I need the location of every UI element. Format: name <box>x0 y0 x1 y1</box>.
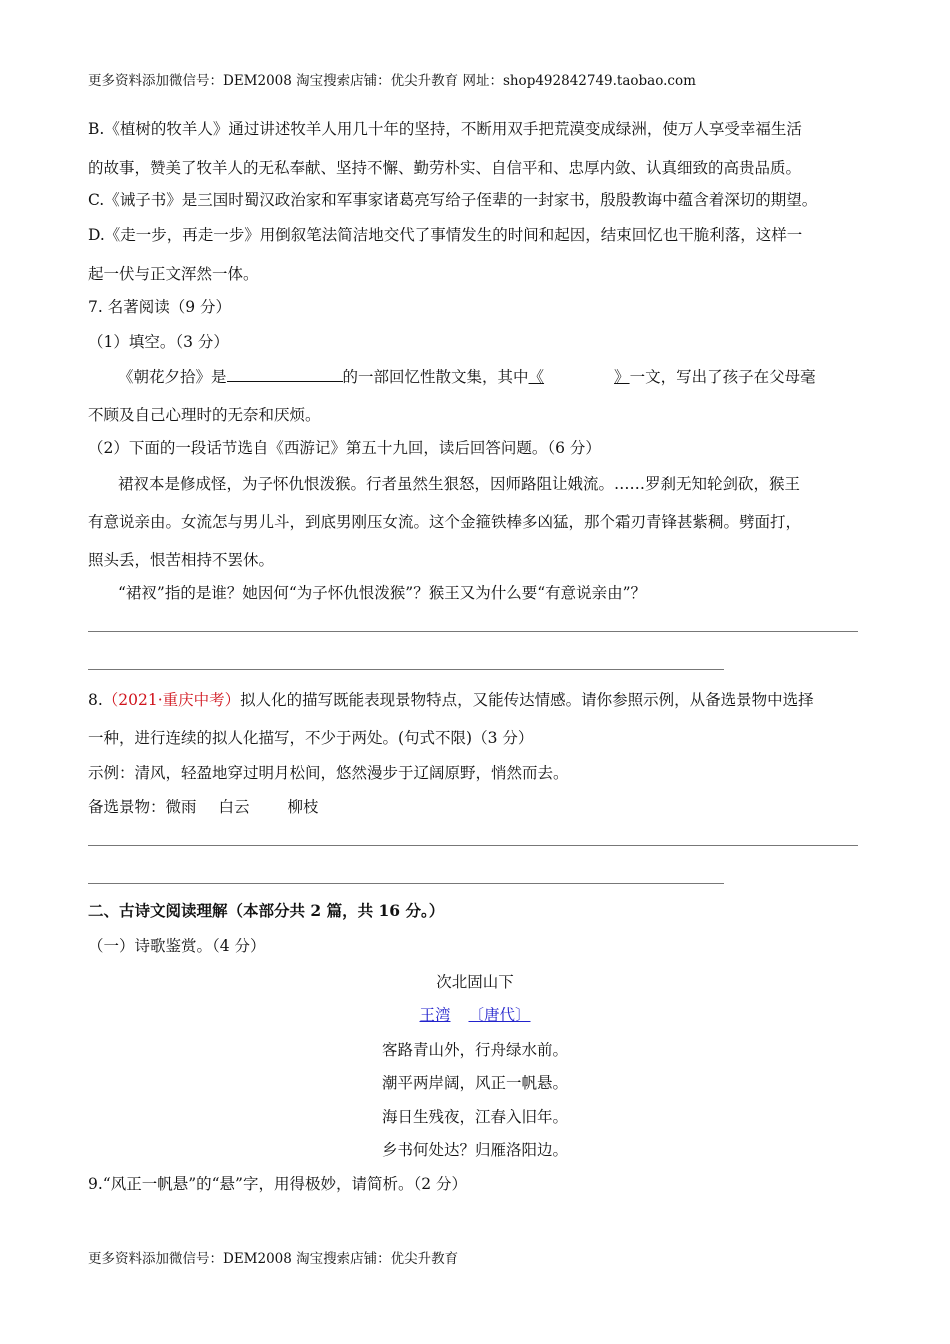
q8-line2: 一种，进行连续的拟人化描写，不少于两处。(句式不限)（3 分） <box>88 729 534 747</box>
passage-line1: 裙衩本是修成怪，为子怀仇恨泼猴。行者虽然生狠怒，因师路阻让娥流。……罗刹无知轮剑砍，猴王 <box>118 475 801 493</box>
poem-line: 客路青山外，行舟绿水前。 <box>381 1041 568 1059</box>
q7-fill-line <box>118 365 816 387</box>
passage-line3: 照头丢，恨苦相持不罢休。 <box>88 551 275 569</box>
option-baiyun: 白云 <box>218 798 250 816</box>
option-weiyu: 微雨 <box>165 798 197 816</box>
option-b-line2: 的故事，赞美了牧羊人的无私奉献、坚持不懈、勤劳朴实、自信平和、忠厚内敛、认真细致的高贵品质。 <box>88 159 802 177</box>
title-blank[interactable]: 《 》 <box>528 368 630 386</box>
option-b-line1: B.《植树的牧羊人》通过讲述牧羊人用几十年的坚持，不断用双手把荒漠变成绿洲，使万人享受幸福生活 <box>88 120 802 138</box>
poem-byline <box>0 1003 950 1025</box>
section2-sub1: （一）诗歌鉴赏。（4 分） <box>88 937 266 955</box>
option-liuzhi: 柳枝 <box>287 798 319 816</box>
q7-fill-c: 一文，写出了孩子在父母毫 <box>629 368 816 386</box>
option-d-line1: D.《走一步，再走一步》用倒叙笔法简洁地交代了事情发生的时间和起因，结束回忆也干脆利落，这样一 <box>88 226 803 244</box>
options-label: 备选景物： <box>88 798 166 816</box>
q8-number: 8. <box>88 691 103 709</box>
page-footer: 更多资料添加微信号：DEM2008 淘宝搜索店铺：优尖升教育 <box>88 1251 459 1267</box>
q7-question: “裙衩”指的是谁？她因何“为子怀仇恨泼猴”？猴王又为什么要“有意说亲由”？ <box>118 584 647 602</box>
section2-title: 二、古诗文阅读理解（本部分共 2 篇，共 16 分。） <box>88 901 445 920</box>
option-c: C.《诫子书》是三国时蜀汉政治家和军事家诸葛亮写给子侄辈的一封家书，殷殷教诲中蕴含着深切的期望。 <box>88 191 818 209</box>
q9-question: 9.“风正一帆悬”的“悬”字，用得极妙，请简析。（2 分） <box>88 1175 468 1193</box>
passage-line2: 有意说亲由。女流怎与男儿斗，到底男刚压女流。这个金箍铁棒多凶猛，那个霜刃青锋甚紫稠。劈面打， <box>88 513 802 531</box>
answer-line[interactable] <box>88 883 724 884</box>
q8-source: （2021·重庆中考） <box>102 691 241 709</box>
q7-fill-a: 《朝花夕拾》是 <box>118 368 227 386</box>
q8-options <box>88 795 319 817</box>
q7-sub2: （2）下面的一段话节选自《西游记》第五十九回，读后回答问题。（6 分） <box>88 439 601 457</box>
poem-author-link[interactable]: 王湾 <box>419 1006 451 1024</box>
q7-fill-line2: 不顾及自己心理时的无奈和厌烦。 <box>88 406 321 424</box>
q7-fill-b: 的一部回忆性散文集，其中 <box>342 368 529 386</box>
poem-title: 次北固山下 <box>436 973 514 991</box>
poem-dynasty-link[interactable]: 〔唐代〕 <box>468 1006 531 1024</box>
author-blank[interactable] <box>227 365 343 382</box>
option-d-line2: 起一伏与正文浑然一体。 <box>88 265 259 283</box>
q7-title: 7. 名著阅读（9 分） <box>88 298 232 316</box>
poem-line: 海日生残夜，江春入旧年。 <box>381 1108 568 1126</box>
answer-line[interactable] <box>88 845 858 846</box>
q7-sub1: （1）填空。（3 分） <box>88 333 229 351</box>
answer-line[interactable] <box>88 631 858 632</box>
q8-example: 示例：清风，轻盈地穿过明月松间，悠然漫步于辽阔原野，悄然而去。 <box>88 764 569 782</box>
poem-line: 乡书何处达？归雁洛阳边。 <box>381 1141 568 1159</box>
answer-line[interactable] <box>88 669 724 670</box>
page-header: 更多资料添加微信号：DEM2008 淘宝搜索店铺：优尖升教育 网址：shop492842749.taobao.com <box>88 73 696 89</box>
q8-prompt: 拟人化的描写既能表现景物特点，又能传达情感。请你参照示例，从备选景物中选择 <box>240 691 814 709</box>
poem-line: 潮平两岸阔，风正一帆悬。 <box>381 1074 568 1092</box>
q8-line1 <box>88 688 814 710</box>
